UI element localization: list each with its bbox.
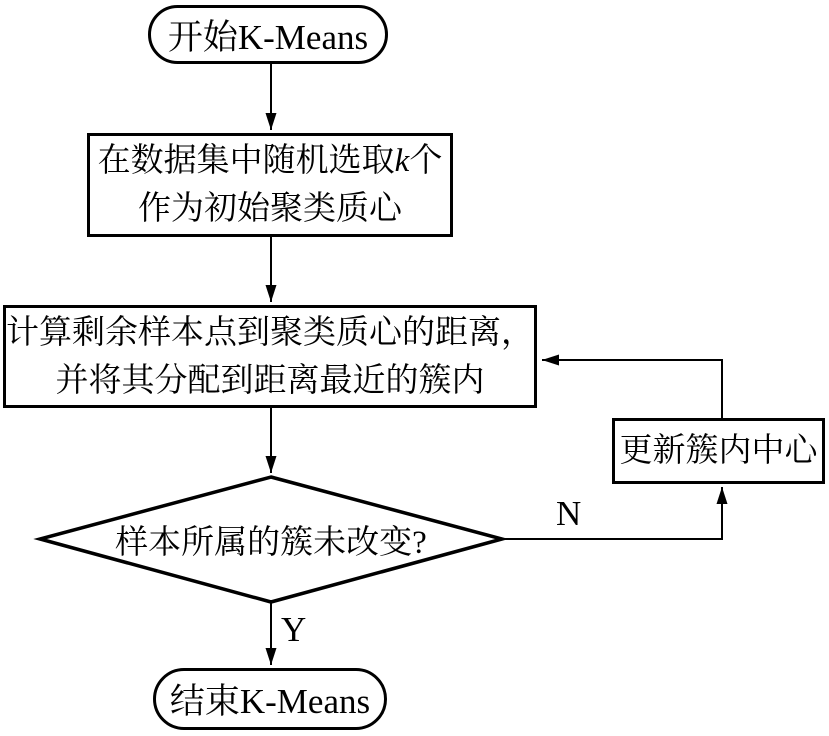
update-centers-node (612, 418, 825, 484)
init-line1-prefix: 在数据集中随机选取 (97, 143, 395, 179)
init-line1-suffix: 个 (409, 143, 443, 179)
init-centroids-line1 (98, 137, 443, 185)
edge-label-no: N (556, 494, 582, 533)
compute-distance-node (3, 305, 537, 408)
update-centers-label: 更新簇内中心 (619, 433, 818, 469)
edge-update-to-compute (542, 360, 722, 418)
decision-diamond-shape (40, 477, 502, 602)
edge-decision-to-update (503, 487, 722, 539)
init-centroids-node (87, 133, 453, 237)
init-centroids-line2: 作为初始聚类质心 (138, 191, 402, 227)
edge-label-yes: Y (281, 610, 307, 649)
start-node (148, 5, 388, 64)
compute-distance-line1: 计算剩余样本点到聚类质心的距离， (6, 314, 534, 351)
init-line1-k-variable: k (394, 143, 410, 179)
end-node-label: 结束K-Means (169, 682, 371, 721)
decision-node-label: 样本所属的簇未改变? (115, 525, 427, 561)
end-node (153, 668, 387, 730)
start-node-label: 开始K-Means (167, 17, 369, 57)
compute-distance-line2: 并将其分配到距离最近的簇内 (55, 362, 485, 399)
